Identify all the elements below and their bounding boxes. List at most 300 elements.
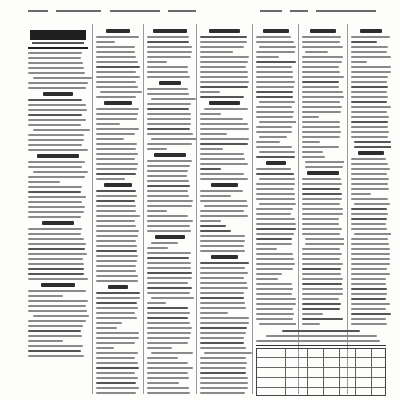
text-line <box>256 71 293 73</box>
text-line <box>302 136 340 138</box>
section-heading <box>209 101 240 105</box>
text-line <box>96 332 139 334</box>
text-line <box>256 106 292 108</box>
text-line <box>305 238 344 240</box>
text-line <box>200 200 247 202</box>
text-line <box>354 146 391 148</box>
text-line <box>147 282 188 284</box>
text-line <box>28 228 82 230</box>
text-line <box>302 121 340 123</box>
section-heading <box>106 29 130 33</box>
masthead <box>28 27 88 49</box>
text-line <box>28 238 84 240</box>
text-line <box>28 134 84 136</box>
text-line <box>351 288 387 290</box>
text-line <box>28 330 81 332</box>
text-line <box>151 352 193 354</box>
text-line <box>96 168 137 170</box>
text-line <box>256 81 295 83</box>
text-line <box>96 265 136 267</box>
text-line <box>302 308 340 310</box>
text-line <box>147 372 188 374</box>
text-line <box>96 210 136 212</box>
text-line <box>200 262 249 264</box>
text-line <box>302 228 342 230</box>
text-line <box>302 141 320 143</box>
text-line <box>259 151 295 153</box>
text-line <box>200 220 221 222</box>
text-line <box>351 293 387 295</box>
text-line <box>96 41 115 43</box>
text-line <box>147 71 188 73</box>
text-line <box>200 113 221 115</box>
text-line <box>147 41 189 43</box>
text-line <box>256 273 282 275</box>
text-line <box>302 258 340 260</box>
section-heading <box>211 255 237 259</box>
text-line <box>147 190 188 192</box>
text-line <box>351 66 391 68</box>
text-line <box>351 178 389 180</box>
column-6 <box>302 26 344 326</box>
text-line <box>96 96 136 98</box>
section-heading <box>159 81 181 85</box>
text-line <box>351 96 388 98</box>
text-line <box>351 263 390 265</box>
text-line <box>351 253 390 255</box>
text-line <box>96 61 138 63</box>
text-line <box>200 143 248 145</box>
text-line <box>302 293 343 295</box>
text-line <box>28 191 81 193</box>
text-line <box>147 215 188 217</box>
text-line <box>256 258 294 260</box>
text-line <box>351 173 387 175</box>
text-line <box>147 337 190 339</box>
text-line <box>147 312 190 314</box>
text-line <box>200 123 248 125</box>
text-line <box>147 185 190 187</box>
text-line <box>256 238 292 240</box>
text-line <box>147 392 190 394</box>
text-line <box>96 205 136 207</box>
text-line <box>200 337 244 339</box>
text-line <box>259 46 295 48</box>
section-heading <box>43 92 73 96</box>
text-line <box>200 287 248 289</box>
text-line <box>351 41 377 43</box>
text-line <box>302 96 344 98</box>
text-line <box>351 318 386 320</box>
text-line <box>200 357 246 359</box>
text-line <box>147 382 179 384</box>
text-line <box>151 138 197 140</box>
text-line <box>147 247 168 249</box>
text-line <box>96 260 137 262</box>
text-line <box>147 332 191 334</box>
text-line <box>200 178 248 180</box>
text-line <box>147 367 193 369</box>
text-line <box>305 161 344 163</box>
text-line <box>200 332 246 334</box>
text-line <box>147 165 190 167</box>
text-line <box>351 126 388 128</box>
text-line <box>28 216 81 218</box>
text-line <box>256 156 295 158</box>
text-line <box>256 111 294 113</box>
text-line <box>302 248 340 250</box>
text-line <box>302 318 343 320</box>
text-line <box>259 136 286 138</box>
text-line <box>200 245 244 247</box>
section-heading <box>307 171 338 175</box>
text-line <box>351 136 388 138</box>
text-line <box>200 292 244 294</box>
text-line <box>96 362 138 364</box>
text-line <box>96 352 138 354</box>
text-line <box>151 297 194 299</box>
text-line <box>96 81 136 83</box>
text-line <box>200 76 248 78</box>
text-line <box>147 272 192 274</box>
text-line <box>302 178 341 180</box>
text-line <box>147 56 191 58</box>
text-line <box>256 263 295 265</box>
text-line <box>147 108 189 110</box>
text-line <box>256 283 292 285</box>
text-line <box>302 313 323 315</box>
text-line <box>96 307 138 309</box>
text-line <box>256 131 292 133</box>
text-line <box>351 278 386 280</box>
text-line <box>256 86 294 88</box>
text-line <box>200 302 245 304</box>
text-line <box>28 67 84 69</box>
text-line <box>200 173 244 175</box>
section-heading <box>358 151 384 155</box>
text-line <box>302 106 342 108</box>
text-line <box>200 56 249 58</box>
text-line <box>147 257 189 259</box>
text-line <box>302 61 342 63</box>
text-line <box>147 262 191 264</box>
text-line <box>200 272 248 274</box>
text-line <box>351 188 389 190</box>
text-line <box>256 91 293 93</box>
text-line <box>28 310 87 312</box>
text-line <box>256 51 295 53</box>
text-line <box>256 66 292 68</box>
text-line <box>96 133 135 135</box>
text-line <box>256 126 292 128</box>
section-heading <box>108 285 129 289</box>
text-line <box>351 56 391 58</box>
text-line <box>96 138 124 140</box>
text-line <box>200 158 245 160</box>
text-line <box>28 320 86 322</box>
column-2 <box>96 26 140 397</box>
text-line <box>96 270 136 272</box>
text-line <box>256 303 296 305</box>
text-line <box>96 250 137 252</box>
text-line <box>200 362 247 364</box>
text-line <box>200 210 244 212</box>
text-line <box>259 323 296 325</box>
text-line <box>302 208 343 210</box>
text-line <box>147 88 188 90</box>
text-line <box>200 81 249 83</box>
text-line <box>302 71 340 73</box>
text-line <box>354 203 390 205</box>
text-line <box>302 263 343 265</box>
text-line <box>96 56 136 58</box>
text-line <box>305 51 327 53</box>
text-line <box>147 66 188 68</box>
column-3 <box>147 26 193 397</box>
text-line <box>96 123 120 125</box>
text-line <box>259 101 294 103</box>
text-line <box>28 149 88 151</box>
text-line <box>351 208 387 210</box>
section-heading <box>104 183 131 187</box>
text-line <box>28 273 84 275</box>
text-line <box>96 235 138 237</box>
text-line <box>351 46 388 48</box>
text-line <box>147 200 193 202</box>
text-line <box>96 173 136 175</box>
section-heading <box>263 29 290 33</box>
text-line <box>200 163 248 165</box>
text-line <box>96 297 140 299</box>
text-line <box>96 190 136 192</box>
text-line <box>256 141 280 143</box>
text-line <box>96 128 139 130</box>
masthead-title-block <box>30 30 86 40</box>
text-line <box>28 233 81 235</box>
text-line <box>200 372 246 374</box>
text-line <box>302 66 339 68</box>
text-line <box>200 128 249 130</box>
text-line <box>147 205 192 207</box>
text-line <box>96 66 140 68</box>
text-line <box>256 233 294 235</box>
text-line <box>28 278 88 280</box>
text-line <box>96 195 137 197</box>
text-line <box>200 382 248 384</box>
text-line <box>147 307 188 309</box>
text-line <box>28 350 81 352</box>
text-line <box>351 121 388 123</box>
text-line <box>256 208 293 210</box>
text-line <box>351 71 391 73</box>
text-line <box>147 133 193 135</box>
text-line <box>305 166 343 168</box>
text-line <box>96 215 140 217</box>
text-line <box>147 327 192 329</box>
text-line <box>28 258 83 260</box>
section-heading <box>41 283 75 287</box>
text-line <box>256 36 291 38</box>
text-line <box>302 203 340 205</box>
text-line <box>96 317 137 319</box>
text-line <box>28 340 63 342</box>
text-line <box>351 308 386 310</box>
text-line <box>256 213 291 215</box>
text-line <box>351 36 390 38</box>
text-line <box>256 313 294 315</box>
text-line <box>302 151 323 153</box>
text-line <box>28 52 82 54</box>
text-line <box>147 387 189 389</box>
text-line <box>96 377 138 379</box>
text-line <box>302 86 339 88</box>
text-line <box>302 323 320 325</box>
text-line <box>33 129 90 131</box>
text-line <box>147 175 187 177</box>
text-line <box>28 82 88 84</box>
column-7 <box>351 26 391 326</box>
text-line <box>96 367 139 369</box>
text-line <box>147 118 191 120</box>
text-line <box>256 308 293 310</box>
text-line <box>200 66 246 68</box>
text-line <box>302 278 343 280</box>
text-line <box>351 258 390 260</box>
text-line <box>147 61 167 63</box>
text-line <box>200 230 231 232</box>
text-line <box>147 93 189 95</box>
text-line <box>305 243 344 245</box>
text-line <box>28 295 63 297</box>
text-line <box>96 225 136 227</box>
text-line <box>147 322 190 324</box>
text-line <box>28 114 82 116</box>
text-line <box>200 327 247 329</box>
text-line <box>100 91 142 93</box>
text-line <box>351 213 388 215</box>
text-line <box>96 327 117 329</box>
text-line <box>200 153 244 155</box>
text-line <box>351 223 386 225</box>
text-line <box>200 36 247 38</box>
text-line <box>33 77 93 79</box>
text-line <box>147 252 191 254</box>
text-line <box>302 36 341 38</box>
text-line <box>147 342 188 344</box>
text-line <box>256 193 295 195</box>
text-line <box>96 76 140 78</box>
text-line <box>96 347 114 349</box>
text-line <box>96 342 135 344</box>
text-line <box>200 367 246 369</box>
text-line <box>200 168 221 170</box>
text-line <box>302 218 339 220</box>
text-line <box>256 278 278 280</box>
text-line <box>96 302 137 304</box>
text-line <box>302 223 339 225</box>
text-line <box>28 290 86 292</box>
text-line <box>256 146 292 148</box>
running-header-left <box>28 8 198 20</box>
text-line <box>96 312 135 314</box>
text-line <box>147 143 192 145</box>
text-line <box>200 51 233 53</box>
text-line <box>351 163 388 165</box>
text-line <box>302 116 319 118</box>
text-line <box>147 225 190 227</box>
text-line <box>96 275 138 277</box>
text-line <box>28 268 84 270</box>
text-line <box>256 96 293 98</box>
text-line <box>302 111 341 113</box>
text-line <box>302 188 340 190</box>
text-line <box>302 126 340 128</box>
text-line <box>28 176 85 178</box>
text-line <box>302 213 343 215</box>
text-line <box>302 283 342 285</box>
text-line <box>302 303 341 305</box>
text-line <box>96 148 136 150</box>
text-line <box>200 240 245 242</box>
text-line <box>147 76 190 78</box>
text-line <box>28 119 86 121</box>
text-line <box>256 293 292 295</box>
text-line <box>351 111 387 113</box>
text-line <box>351 268 387 270</box>
text-line <box>96 280 138 282</box>
text-line <box>147 347 172 349</box>
text-line <box>200 46 244 48</box>
text-line <box>200 392 245 394</box>
text-line <box>302 76 344 78</box>
text-line <box>200 277 244 279</box>
text-line <box>147 292 190 294</box>
text-line <box>28 57 81 59</box>
text-line <box>302 56 343 58</box>
text-line <box>302 156 325 158</box>
text-line <box>147 113 191 115</box>
text-line <box>147 277 192 279</box>
text-line <box>302 146 339 148</box>
section-heading <box>153 29 187 33</box>
text-line <box>200 297 244 299</box>
text-line <box>28 201 82 203</box>
text-line <box>28 161 85 163</box>
text-line <box>302 288 343 290</box>
text-line <box>147 180 189 182</box>
text-line <box>256 288 293 290</box>
text-line <box>200 235 245 237</box>
text-line <box>28 325 83 327</box>
text-line <box>28 345 83 347</box>
text-line <box>147 302 166 304</box>
text-line <box>96 337 139 339</box>
text-line <box>302 101 340 103</box>
text-line <box>200 41 247 43</box>
text-line <box>204 108 248 110</box>
text-line <box>147 160 192 162</box>
text-line <box>302 193 342 195</box>
text-line <box>200 387 248 389</box>
text-line <box>200 86 248 88</box>
text-line <box>96 71 136 73</box>
text-line <box>200 377 248 379</box>
text-line <box>96 36 139 38</box>
text-line <box>200 347 246 349</box>
text-line <box>147 357 178 359</box>
text-line <box>256 56 279 58</box>
text-line <box>351 131 389 133</box>
